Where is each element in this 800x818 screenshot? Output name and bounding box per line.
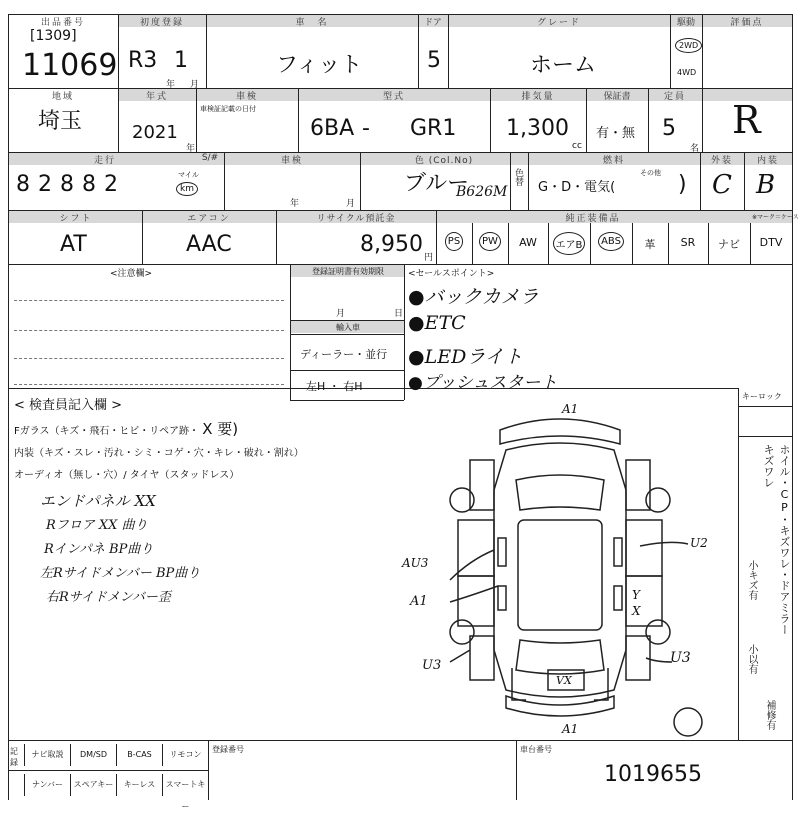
left-mirror-mark xyxy=(498,538,506,566)
reg-expiry-label: 登録証明書有効期限 xyxy=(312,267,384,276)
side-small-3: 補修有 xyxy=(764,700,775,730)
footer-item: B-CAS xyxy=(116,744,162,766)
history-header: S/# xyxy=(201,153,219,163)
sales-point: ●バックカメラ xyxy=(408,286,539,308)
caution-label: <注意欄> xyxy=(110,269,153,279)
footer-item: ナンバー xyxy=(24,774,70,796)
footer-item: DM/SD xyxy=(70,744,116,766)
handwritten-note: Rインパネ BP曲り xyxy=(44,542,154,557)
capacity-unit: 名 xyxy=(690,144,700,154)
mileage-digit: 8 xyxy=(60,172,82,197)
glass-mark: X 要) xyxy=(202,420,239,438)
key-lock-label: キーロック xyxy=(742,392,782,401)
recycle-fee: 8,950 xyxy=(360,232,423,257)
exterior-header: 外装 xyxy=(710,156,733,166)
side-small-1: 小キズ有 xyxy=(746,560,757,600)
sales-points xyxy=(408,282,557,392)
sales-point: ●プッシュスタート xyxy=(408,373,558,393)
inspection-note: 車検証記載の日付 xyxy=(200,105,256,113)
color-change-label: 色替 xyxy=(513,168,523,186)
displacement-header: 排気量 xyxy=(521,92,555,102)
equipment-item-label: AW xyxy=(519,236,537,249)
exterior-grade: C xyxy=(712,170,732,200)
right-mirror-mark xyxy=(614,538,622,566)
recycle-unit: 円 xyxy=(424,253,434,263)
front-bumper xyxy=(500,419,620,444)
ac-header: エアコン xyxy=(187,214,231,224)
audio-line: オーディオ（無し・穴）/ タイヤ（スタッドレス） xyxy=(14,470,240,481)
import-label: 輸入車 xyxy=(336,323,360,332)
lot-number-header: 出品番号 xyxy=(40,18,85,28)
footer-item: リモコン xyxy=(162,744,208,766)
reg-month: 1 xyxy=(174,48,188,73)
region: 埼玉 xyxy=(38,109,83,134)
car-name: フィット xyxy=(276,53,363,78)
chassis-number: 1019655 xyxy=(604,762,702,787)
rear-window xyxy=(516,640,604,674)
displacement: 1,300 xyxy=(506,116,569,141)
mark-y: Y xyxy=(632,588,640,602)
fuel-options: G・D・電気( xyxy=(538,180,616,195)
recorded-label: 記録 xyxy=(10,747,18,767)
capacity-header: 定員 xyxy=(663,92,686,102)
left-rear-door xyxy=(458,576,494,626)
equipment-item xyxy=(668,232,708,253)
rear-light-left xyxy=(512,668,526,700)
mark-a1-top: A1 xyxy=(562,402,579,416)
mark-au3: AU3 xyxy=(402,556,429,570)
color-code: B626M xyxy=(456,184,508,200)
km-unit-circled: km xyxy=(176,182,198,196)
displacement-unit: cc xyxy=(572,141,582,151)
sales-label: <セールスポイント> xyxy=(408,269,495,279)
equipment-header: 純正装備品 xyxy=(565,214,621,224)
equipment-item-label: ABS xyxy=(598,232,624,251)
reg-no-label: 登録番号 xyxy=(212,745,244,754)
warranty: 有・無 xyxy=(596,126,636,141)
fuel-other-label: その他 xyxy=(640,169,661,177)
handwritten-note: Rフロア XX 曲り xyxy=(46,518,148,533)
drive-2wd-circled: 2WD xyxy=(675,38,702,53)
equipment-item-label: ナビ xyxy=(718,238,740,251)
wheel-rear-left xyxy=(450,620,474,644)
drive-header: 駆動 xyxy=(676,18,695,28)
roof xyxy=(518,520,602,630)
wheel-rear-right xyxy=(646,620,670,644)
warranty-header: 保証書 xyxy=(603,92,631,102)
car-body-outline xyxy=(494,443,626,697)
drive-4wd: 4WD xyxy=(677,68,697,77)
first-reg-header: 初度登録 xyxy=(139,18,184,28)
mile-unit: マイル xyxy=(178,171,199,179)
equipment-item xyxy=(750,232,792,253)
interior-line: 内装（キズ・スレ・汚れ・シミ・コゲ・穴・キレ・破れ・割れ） xyxy=(14,448,304,459)
fuel-header: 燃料 xyxy=(602,156,625,166)
grade: ホーム xyxy=(530,53,597,78)
doors: 5 xyxy=(427,48,441,73)
sales-point: ●LEDライト xyxy=(408,346,523,368)
mark-a1-bottom: A1 xyxy=(562,722,579,736)
reg-month-unit: 月 xyxy=(190,80,200,90)
equipment-item-label: エアB xyxy=(553,232,586,255)
doors-header: ドア xyxy=(424,18,442,28)
mark-line-left-2 xyxy=(450,586,498,602)
lot-number: 11069 xyxy=(22,48,118,83)
car-diagram xyxy=(420,400,720,740)
equipment-item xyxy=(508,232,548,253)
sales-point: ●ETC xyxy=(408,312,466,334)
chassis-label: 車台番号 xyxy=(520,745,552,754)
footer-items-top xyxy=(24,744,208,766)
model-year-header: 年式 xyxy=(145,92,168,102)
spare-tire xyxy=(674,708,702,736)
equipment-item-label: PW xyxy=(479,232,501,251)
ac: AAC xyxy=(186,232,232,257)
inspector-title: < 検査員記入欄 > xyxy=(14,398,123,413)
inspection-header: 車検 xyxy=(235,92,258,102)
handwritten-notes xyxy=(40,490,200,610)
equipment-item-label: 革 xyxy=(644,238,656,251)
model-year: 2021 xyxy=(132,122,178,143)
mark-line-u3-left xyxy=(450,650,470,662)
equipment-row xyxy=(436,232,792,258)
recycle-header: リサイクル預託金 xyxy=(316,214,396,224)
left-rear-quarter xyxy=(470,636,494,680)
import-hand: 左H ・ 右H xyxy=(306,380,363,393)
color: ブルー xyxy=(404,171,470,196)
mark-u3-left: U3 xyxy=(422,658,442,673)
mileage-digit: 8 xyxy=(82,172,104,197)
equipment-item xyxy=(436,232,472,251)
import-dealer: ディーラー・並行 xyxy=(300,348,388,361)
equipment-item xyxy=(708,232,750,256)
reg-expiry-month: 月 xyxy=(336,309,346,319)
model-year-unit: 年 xyxy=(186,144,196,154)
reg-era: R3 xyxy=(128,48,158,73)
equipment-item-label: DTV xyxy=(759,236,783,249)
rear-light-right xyxy=(594,668,608,700)
capacity: 5 xyxy=(662,116,676,141)
score-value: R xyxy=(732,98,761,142)
fuel-close-paren: ) xyxy=(678,172,687,197)
handwritten-note: 右Rサイドメンバー歪 xyxy=(46,590,171,605)
interior-grade: B xyxy=(756,170,776,200)
handwritten-note: 左Rサイドメンバー BP曲り xyxy=(40,566,201,581)
shift-header: シフト xyxy=(59,214,93,224)
mark-x: X xyxy=(632,604,641,618)
inspect-date-header: 車検 xyxy=(280,156,303,166)
case-note: ※マーク＝ケース xyxy=(752,214,799,221)
windshield xyxy=(516,475,604,510)
mileage-digit: 8 xyxy=(16,172,38,197)
score-header: 評価点 xyxy=(730,18,764,28)
model-dash: - xyxy=(362,116,370,141)
model-header: 型式 xyxy=(382,92,405,102)
mileage-digit: 2 xyxy=(38,172,60,197)
right-rear-mark xyxy=(614,586,622,610)
equipment-item xyxy=(590,232,632,251)
footer-item: スマートキー xyxy=(162,774,208,796)
equipment-item-label: PS xyxy=(445,232,463,251)
handwritten-note: エンドパネル XX xyxy=(40,492,156,510)
color-header: 色 (Col.No) xyxy=(414,156,474,166)
equipment-item xyxy=(472,232,508,251)
mileage-digit: 2 xyxy=(104,172,126,197)
rear-bumper xyxy=(506,696,614,716)
footer-item: ナビ取説 xyxy=(24,744,70,766)
mark-u3-right: U3 xyxy=(670,650,691,666)
grade-header: グレード xyxy=(536,18,581,28)
inspect-month-unit: 月 xyxy=(346,199,356,209)
car-name-header: 車 名 xyxy=(295,18,329,28)
reg-year-unit: 年 xyxy=(166,80,176,90)
footer-item: スペアキー xyxy=(70,774,116,796)
interior-header: 内装 xyxy=(756,156,779,166)
mark-a1-left: A1 xyxy=(410,594,428,609)
mileage-digits xyxy=(16,172,126,197)
lot-prefix: [1309] xyxy=(30,28,77,44)
mark-line-right xyxy=(640,542,688,546)
equipment-item xyxy=(548,232,590,255)
shift: AT xyxy=(60,232,87,257)
footer-items-bottom xyxy=(24,774,208,811)
side-small-2: 小以有 xyxy=(746,644,757,674)
reg-expiry-day: 日 xyxy=(394,309,404,319)
glass-line: Fガラス（キズ・飛石・ヒビ・リペア跡・ X 要) xyxy=(14,420,239,438)
equipment-item-label: SR xyxy=(680,236,696,249)
mark-vx: VX xyxy=(556,674,572,687)
left-rear-mark xyxy=(498,586,506,610)
mark-u2: U2 xyxy=(690,536,708,550)
mileage-header: 走行 xyxy=(93,156,116,166)
inspect-year-unit: 年 xyxy=(290,199,300,209)
side-checks: ホイル・CP・キズワレ・ドアミラーキズワレ xyxy=(762,444,791,635)
model-code: GR1 xyxy=(410,116,457,141)
footer-item: キーレス xyxy=(116,774,162,796)
region-header: 地域 xyxy=(51,92,74,102)
equipment-item xyxy=(632,232,668,256)
model-prefix: 6BA xyxy=(310,116,355,141)
right-front-door xyxy=(626,520,662,576)
